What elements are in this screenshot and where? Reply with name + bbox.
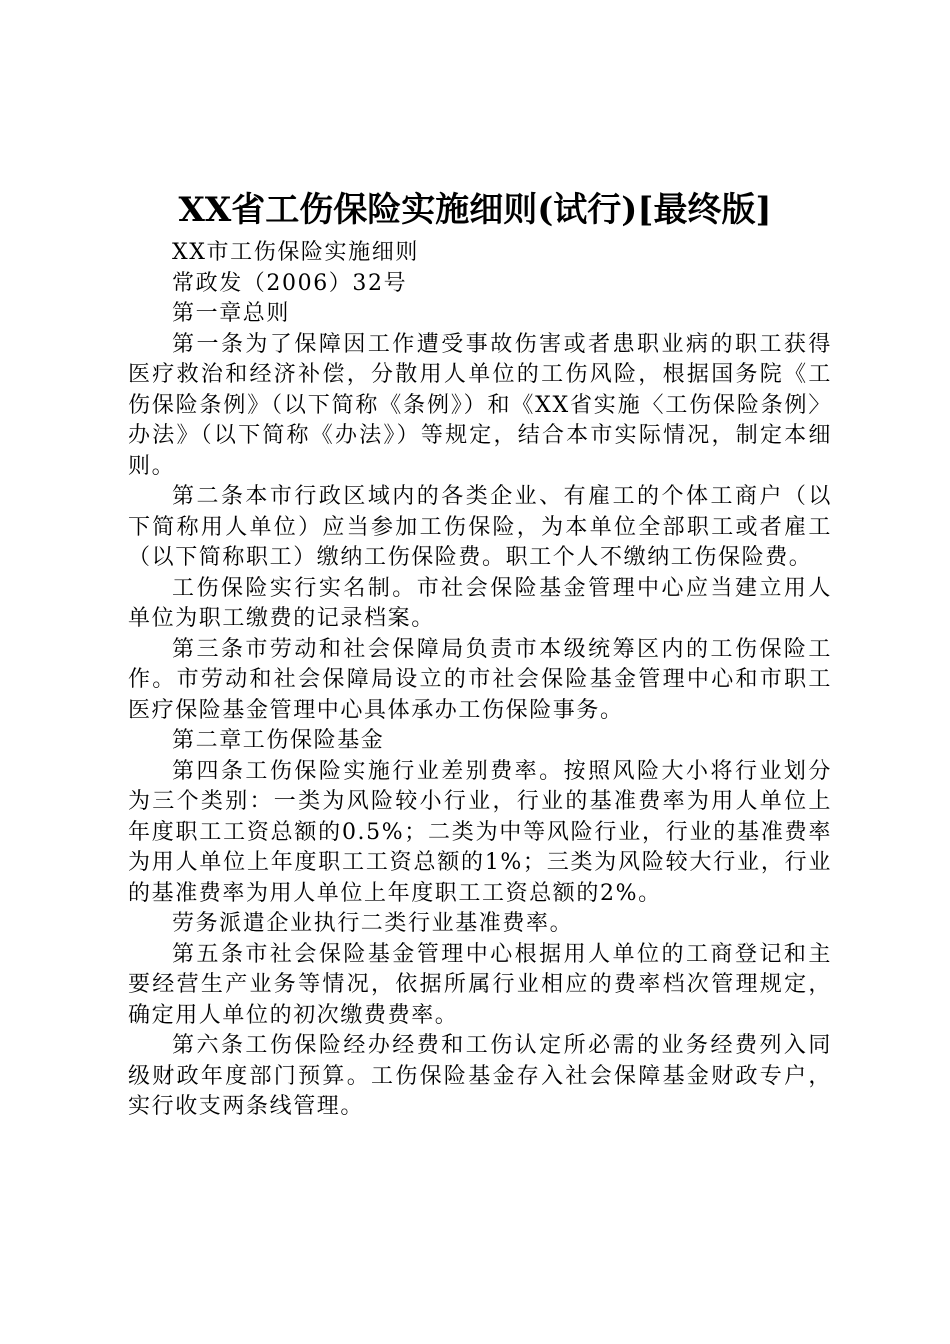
paragraph-doc-name: XX市工伤保险实施细则 bbox=[172, 240, 419, 265]
chapter-heading-2: 第二章工伤保险基金 bbox=[172, 728, 385, 753]
chapter-heading-1: 第一章总则 bbox=[172, 301, 291, 326]
document-body bbox=[128, 238, 832, 1123]
article-1: 第一条为了保障因工作遭受事故伤害或者患职业病的职工获得医疗救治和经济补偿，分散用人单位的工伤风险，根据国务院《工伤保险条例》（以下简称《条例》）和《XX省实施〈工伤保险条例〉办法》（以下简称《办法》）等规定，结合本市实际情况，制定本细则。 bbox=[128, 331, 832, 479]
paragraph-doc-number: 常政发（2006）32号 bbox=[172, 270, 408, 296]
article-4-clause: 劳务派遣企业执行二类行业基准费率。 bbox=[172, 911, 574, 936]
article-3: 第三条市劳动和社会保障局负责市本级统筹区内的工伤保险工作。市劳动和社会保障局设立的市社会保险基金管理中心和市职工医疗保险基金管理中心具体承办工伤保险事务。 bbox=[128, 636, 832, 723]
article-5: 第五条市社会保险基金管理中心根据用人单位的工商登记和主要经营生产业务等情况，依据所属行业相应的费率档次管理规定，确定用人单位的初次缴费费率。 bbox=[128, 941, 832, 1028]
article-2-clause: 工伤保险实行实名制。市社会保险基金管理中心应当建立用人单位为职工缴费的记录档案。 bbox=[128, 575, 832, 631]
article-6: 第六条工伤保险经办经费和工伤认定所必需的业务经费列入同级财政年度部门预算。工伤保险基金存入社会保障基金财政专户，实行收支两条线管理。 bbox=[128, 1033, 832, 1119]
document-title: XX省工伤保险实施细则(试行)[最终版] bbox=[178, 190, 772, 230]
article-4: 第四条工伤保险实施行业差别费率。按照风险大小将行业划分为三个类别：一类为风险较小行业，行业的基准费率为用人单位上年度职工工资总额的0.5%；二类为中等风险行业，行业的基准费率为用人单位上年度职工工资总额的1%；三类为风险较大行业，行业的基准费率为用人单位上年度职工工资总额的2%。 bbox=[128, 758, 832, 906]
article-2: 第二条本市行政区域内的各类企业、有雇工的个体工商户（以下简称用人单位）应当参加工伤保险，为本单位全部职工或者雇工（以下简称职工）缴纳工伤保险费。职工个人不缴纳工伤保险费。 bbox=[128, 484, 832, 570]
